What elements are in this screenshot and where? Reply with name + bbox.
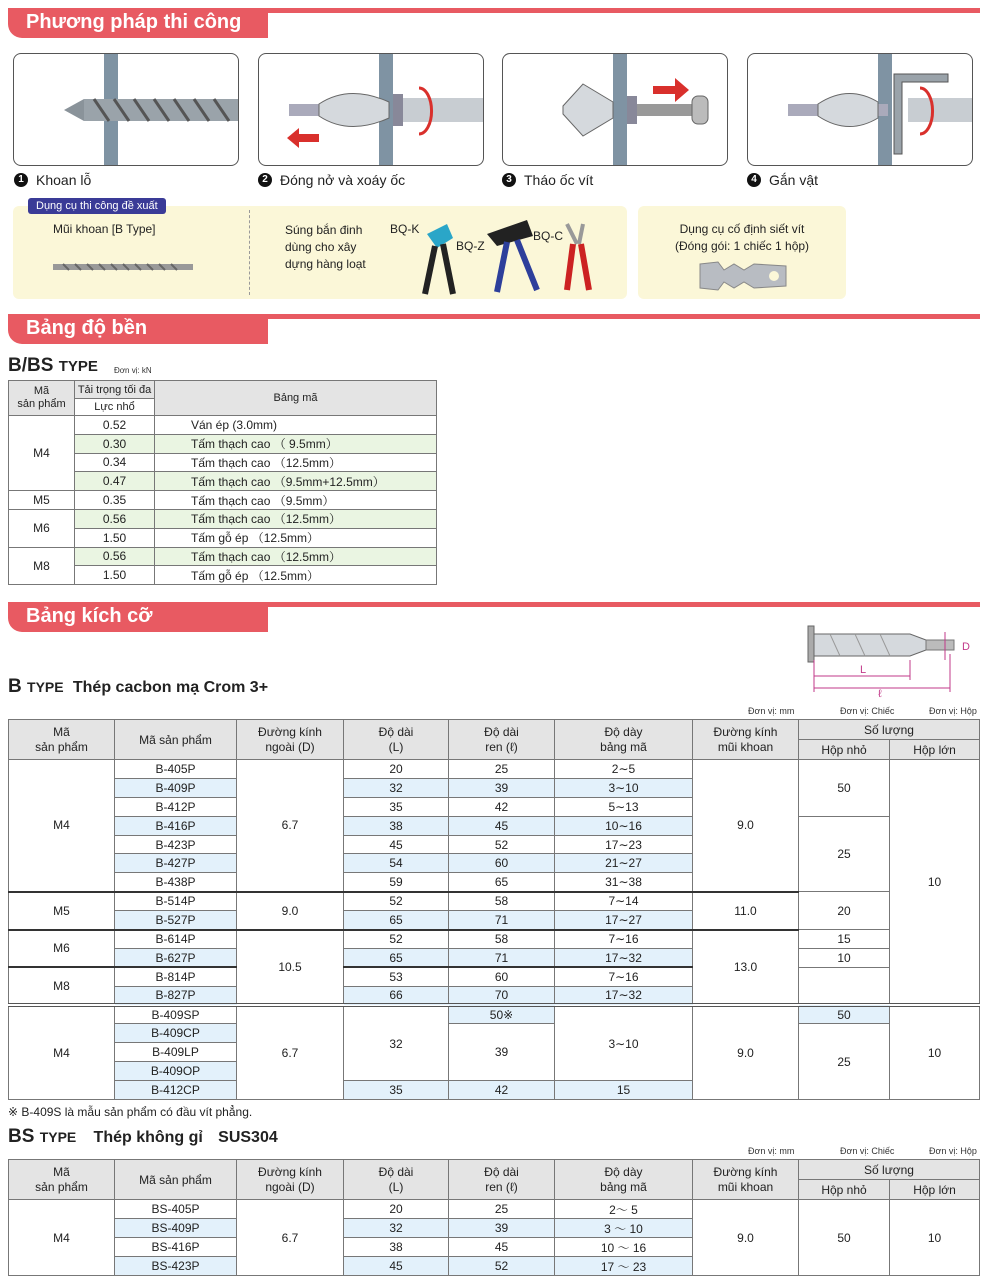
col-header-code: Mã sản phẩm [9, 381, 75, 416]
col-header-pull: Lực nhổ [75, 399, 155, 416]
board-cell: Tấm thạch cao （12.5mm） [155, 547, 437, 566]
col-header-small-box: Hộp nhỏ [799, 740, 890, 760]
thickness-cell: 17∼32 [555, 986, 693, 1005]
thread-cell: 45 [449, 1238, 555, 1257]
type-sub: TYPE [39, 1129, 77, 1145]
drill-bit-label: Mũi khoan [B Type] [53, 222, 156, 236]
product-code-cell: M8 [9, 967, 115, 1005]
large-box-cell: 10 [890, 1200, 980, 1276]
length-cell: 20 [344, 1200, 449, 1219]
product-code-cell: M5 [9, 892, 115, 930]
product-cell: B-527P [115, 911, 237, 930]
table-row [9, 1005, 980, 1024]
thread-cell: 39 [449, 1219, 555, 1238]
thickness-cell: 10 ～ 16 [555, 1238, 693, 1257]
board-cell: Tấm thạch cao （9.5mm） [155, 491, 437, 510]
step-number: 3 [502, 173, 516, 187]
thread-cell: 60 [449, 967, 555, 986]
thickness-cell: 2～ 5 [555, 1200, 693, 1219]
table-row [9, 930, 980, 949]
product-code-cell: M5 [9, 491, 75, 510]
length-cell: 38 [344, 1238, 449, 1257]
section-header-strength [8, 314, 980, 344]
product-cell: B-409LP [115, 1043, 237, 1062]
bit-cell: 9.0 [693, 760, 799, 892]
type-desc: Thép cacbon mạ Crom 3+ [72, 679, 269, 696]
table-row [9, 967, 980, 986]
diameter-cell: 6.7 [237, 1200, 344, 1276]
table-row [9, 509, 437, 528]
product-code-cell: M6 [9, 930, 115, 968]
thread-cell: 25 [449, 1200, 555, 1219]
product-cell: B-409OP [115, 1062, 237, 1081]
step-number: 2 [258, 173, 272, 187]
length-cell: 35 [344, 797, 449, 816]
product-cell: B-814P [115, 967, 237, 986]
bit-cell: 9.0 [693, 1005, 799, 1099]
fixing-tool-line: Dụng cụ cố định siết vít [679, 222, 805, 236]
table-row [9, 986, 980, 1005]
length-cell: 59 [344, 873, 449, 892]
dim-ell: ℓ [878, 688, 882, 700]
thickness-cell: 3∼10 [555, 778, 693, 797]
step-1-caption [14, 172, 91, 188]
thread-cell: 45 [449, 816, 555, 835]
product-cell: B-438P [115, 873, 237, 892]
type-main: B [8, 676, 22, 697]
small-box-cell: 50 [799, 1005, 890, 1024]
load-cell: 0.52 [75, 416, 155, 435]
table-row [9, 1024, 980, 1043]
unit-box: Đơn vị: Hộp [929, 706, 977, 716]
footnote: ※ B-409S là mẫu sản phẩm có đầu vít phẳng. [8, 1105, 253, 1119]
length-cell: 65 [344, 948, 449, 967]
recommended-tools-tag: Dụng cụ thi công đề xuất [28, 198, 166, 214]
length-cell: 35 [344, 1081, 449, 1100]
unit-mm: Đơn vị: mm [748, 706, 795, 716]
product-cell: BS-416P [115, 1238, 237, 1257]
board-cell: Tấm thạch cao （ 9.5mm） [155, 434, 437, 453]
type-sub: TYPE [27, 679, 64, 695]
bit-cell: 11.0 [693, 892, 799, 930]
col-header-thickness: Độ dày bảng mã [555, 1160, 693, 1200]
table-row [9, 892, 980, 911]
thread-cell: 52 [449, 835, 555, 854]
fixing-tool-line: (Đóng gói: 1 chiếc 1 hộp) [674, 239, 810, 253]
thickness-cell: 2∼5 [555, 760, 693, 779]
thread-cell: 39 [449, 778, 555, 797]
product-code-cell: M4 [9, 416, 75, 491]
product-code-cell: M4 [9, 760, 115, 892]
step-2-caption [258, 172, 405, 188]
step-1-illustration [13, 53, 239, 166]
board-cell: Tấm thạch cao （12.5mm） [155, 509, 437, 528]
table-row [9, 416, 437, 435]
product-cell: B-423P [115, 835, 237, 854]
bit-cell: 9.0 [693, 1200, 799, 1276]
load-cell: 0.56 [75, 547, 155, 566]
thickness-cell: 17∼27 [555, 911, 693, 930]
col-header-code: Mã sản phẩm [9, 1160, 115, 1200]
drill-illustration [14, 54, 239, 166]
small-box-cell: 20 [799, 892, 890, 930]
load-cell: 1.50 [75, 528, 155, 547]
btype-title [8, 676, 268, 698]
col-header-diameter: Đường kính ngoài (D) [237, 720, 344, 760]
product-cell: B-627P [115, 948, 237, 967]
thickness-cell: 21∼27 [555, 854, 693, 873]
product-cell: BS-423P [115, 1257, 237, 1276]
thickness-cell: 5∼13 [555, 797, 693, 816]
small-box-cell: 25 [799, 1024, 890, 1100]
step-label: Tháo ốc vít [524, 172, 594, 188]
thread-cell: 25 [449, 760, 555, 779]
small-box-cell: 25 [799, 816, 890, 892]
section-title: Bảng kích cỡ [26, 605, 153, 627]
length-cell: 52 [344, 892, 449, 911]
board-cell: Tấm thạch cao （12.5mm） [155, 453, 437, 472]
thickness-cell: 7∼16 [555, 930, 693, 949]
bstype-title [8, 1126, 278, 1148]
header-row [9, 1160, 980, 1180]
large-box-cell: 10 [890, 1005, 980, 1099]
step-number: 4 [747, 173, 761, 187]
col-header-quantity: Số lượng [799, 1160, 980, 1180]
recommended-tools-panel [13, 206, 627, 299]
large-box-cell: 10 [890, 760, 980, 1006]
col-header-large-box: Hộp lớn [890, 740, 980, 760]
col-header-quantity: Số lượng [799, 720, 980, 740]
anchor-dimension-diagram [800, 620, 980, 700]
product-cell: B-416P [115, 816, 237, 835]
load-cell: 0.47 [75, 472, 155, 491]
col-header-code: Mã sản phẩm [9, 720, 115, 760]
col-header-thread: Độ dài ren (ℓ) [449, 720, 555, 760]
strength-type-title [8, 355, 98, 377]
product-cell: B-514P [115, 892, 237, 911]
thread-cell: 42 [449, 797, 555, 816]
load-cell: 1.50 [75, 566, 155, 585]
bstype-size-table [8, 1159, 980, 1276]
length-cell: 53 [344, 967, 449, 986]
wrench-tool-icon [698, 258, 788, 294]
thread-cell: 42 [449, 1081, 555, 1100]
type-main: B/BS [8, 355, 54, 376]
small-box-cell: 10 [799, 948, 890, 967]
thickness-cell: 7∼16 [555, 967, 693, 986]
col-header-load: Tải trọng tối đa [75, 381, 155, 399]
length-cell: 32 [344, 1219, 449, 1238]
step-label: Khoan lỗ [36, 172, 92, 188]
product-cell: B-614P [115, 930, 237, 949]
col-header-board: Bảng mã [155, 381, 437, 416]
bq-k-label: BQ-K [390, 222, 420, 236]
col-header-large-box: Hộp lớn [890, 1180, 980, 1200]
product-cell: B-427P [115, 854, 237, 873]
section-title: Phương pháp thi công [26, 11, 242, 33]
product-cell: B-409CP [115, 1024, 237, 1043]
length-cell: 52 [344, 930, 449, 949]
rivet-gun-line: Súng bắn đinh [285, 223, 363, 237]
col-header-diameter: Đường kính ngoài (D) [237, 1160, 344, 1200]
rivet-gun-label [285, 222, 366, 273]
type-sub: TYPE [58, 358, 98, 375]
length-cell: 54 [344, 854, 449, 873]
small-box-cell: 50 [799, 1200, 890, 1276]
product-cell: B-405P [115, 760, 237, 779]
table-row [9, 816, 980, 835]
product-cell: BS-405P [115, 1200, 237, 1219]
thickness-cell: 17 ～ 23 [555, 1257, 693, 1276]
table-row [9, 948, 980, 967]
col-header-thickness: Độ dày bảng mã [555, 720, 693, 760]
board-cell: Tấm gỗ ép （12.5mm） [155, 528, 437, 547]
product-cell: B-412P [115, 797, 237, 816]
btype-size-table [8, 719, 980, 1100]
header-row [9, 720, 980, 740]
product-cell: B-409SP [115, 1005, 237, 1024]
small-box-cell: 15 [799, 930, 890, 949]
step-3-caption [502, 172, 593, 188]
load-cell: 0.34 [75, 453, 155, 472]
step-label: Đóng nở và xoáy ốc [280, 172, 406, 188]
thickness-cell: 7∼14 [555, 892, 693, 911]
thread-cell: 39 [449, 1024, 555, 1081]
length-cell: 32 [344, 1005, 449, 1081]
thickness-cell: 31∼38 [555, 873, 693, 892]
product-cell: B-827P [115, 986, 237, 1005]
product-cell: B-409P [115, 778, 237, 797]
product-code-cell: M4 [9, 1200, 115, 1276]
diameter-cell: 9.0 [237, 892, 344, 930]
thread-cell: 71 [449, 948, 555, 967]
length-cell: 45 [344, 1257, 449, 1276]
step-number: 1 [14, 173, 28, 187]
table-row [9, 491, 437, 510]
rivet-gun-line: dùng cho xây [285, 240, 357, 254]
thickness-cell: 15 [555, 1081, 693, 1100]
thread-cell: 71 [449, 911, 555, 930]
dim-L: L [860, 664, 867, 676]
thread-cell: 52 [449, 1257, 555, 1276]
diameter-cell: 6.7 [237, 1005, 344, 1099]
length-cell: 65 [344, 911, 449, 930]
load-cell: 0.56 [75, 509, 155, 528]
fixing-tool-label [638, 221, 846, 255]
section-title: Bảng độ bền [26, 317, 148, 339]
product-cell: B-412CP [115, 1081, 237, 1100]
thread-cell: 65 [449, 873, 555, 892]
thickness-cell: 17∼32 [555, 948, 693, 967]
unit-mm: Đơn vị: mm [748, 1146, 795, 1156]
unit-piece: Đơn vị: Chiếc [840, 1146, 895, 1156]
anchor-tighten-illustration [259, 54, 484, 166]
step-2-illustration [258, 53, 484, 166]
thickness-cell: 10∼16 [555, 816, 693, 835]
bit-cell: 13.0 [693, 930, 799, 1006]
attach-object-illustration [748, 54, 973, 166]
col-header-product: Mã sản phẩm [115, 1160, 237, 1200]
length-cell: 20 [344, 760, 449, 779]
length-cell: 66 [344, 986, 449, 1005]
col-header-thread: Độ dài ren (ℓ) [449, 1160, 555, 1200]
thread-cell: 50※ [449, 1005, 555, 1024]
product-code-cell: M8 [9, 547, 75, 585]
product-code-cell: M4 [9, 1005, 115, 1099]
bq-z-label: BQ-Z [456, 239, 485, 253]
thread-cell: 58 [449, 930, 555, 949]
bq-c-label: BQ-C [533, 229, 563, 243]
board-cell: Ván ép (3.0mm) [155, 416, 437, 435]
divider [249, 210, 250, 295]
thickness-cell: 17∼23 [555, 835, 693, 854]
rivet-gun-line: dựng hàng loạt [285, 257, 366, 271]
length-cell: 38 [344, 816, 449, 835]
unit-piece: Đơn vị: Chiếc [840, 706, 895, 716]
table-row [9, 1200, 980, 1219]
table-row [9, 760, 980, 779]
product-cell: BS-409P [115, 1219, 237, 1238]
drill-bit-icon [53, 261, 193, 273]
thread-cell: 58 [449, 892, 555, 911]
col-header-product: Mã sản phẩm [115, 720, 237, 760]
diameter-cell: 10.5 [237, 930, 344, 1006]
step-3-illustration [502, 53, 728, 166]
length-cell: 45 [344, 835, 449, 854]
col-header-bit: Đường kính mũi khoan [693, 1160, 799, 1200]
strength-table [8, 380, 437, 585]
small-box-cell: 50 [799, 760, 890, 817]
step-4-illustration [747, 53, 973, 166]
type-desc: Thép không gỉ [93, 1129, 203, 1146]
board-cell: Tấm thạch cao （9.5mm+12.5mm） [155, 472, 437, 491]
strength-unit: Đơn vị: kN [114, 366, 152, 375]
length-cell: 32 [344, 778, 449, 797]
dim-D: D [962, 641, 970, 653]
fixing-tool-panel [638, 206, 846, 299]
col-header-bit: Đường kính mũi khoan [693, 720, 799, 760]
col-header-small-box: Hộp nhỏ [799, 1180, 890, 1200]
step-4-caption [747, 172, 818, 188]
diameter-cell: 6.7 [237, 760, 344, 892]
step-label: Gắn vật [769, 172, 819, 188]
unit-box: Đơn vị: Hộp [929, 1146, 977, 1156]
remove-screw-illustration [503, 54, 728, 166]
board-cell: Tấm gỗ ép （12.5mm） [155, 566, 437, 585]
type-material: SUS304 [218, 1129, 278, 1146]
type-main: BS [8, 1126, 35, 1147]
load-cell: 0.30 [75, 434, 155, 453]
load-cell: 0.35 [75, 491, 155, 510]
thread-cell: 70 [449, 986, 555, 1005]
section-header-method [8, 8, 980, 38]
product-code-cell: M6 [9, 509, 75, 547]
col-header-length: Độ dài (L) [344, 1160, 449, 1200]
thickness-cell: 3 ～ 10 [555, 1219, 693, 1238]
rivet-guns-icon [417, 214, 627, 298]
table-row [9, 547, 437, 566]
col-header-length: Độ dài (L) [344, 720, 449, 760]
thread-cell: 60 [449, 854, 555, 873]
thickness-cell: 3∼10 [555, 1005, 693, 1081]
